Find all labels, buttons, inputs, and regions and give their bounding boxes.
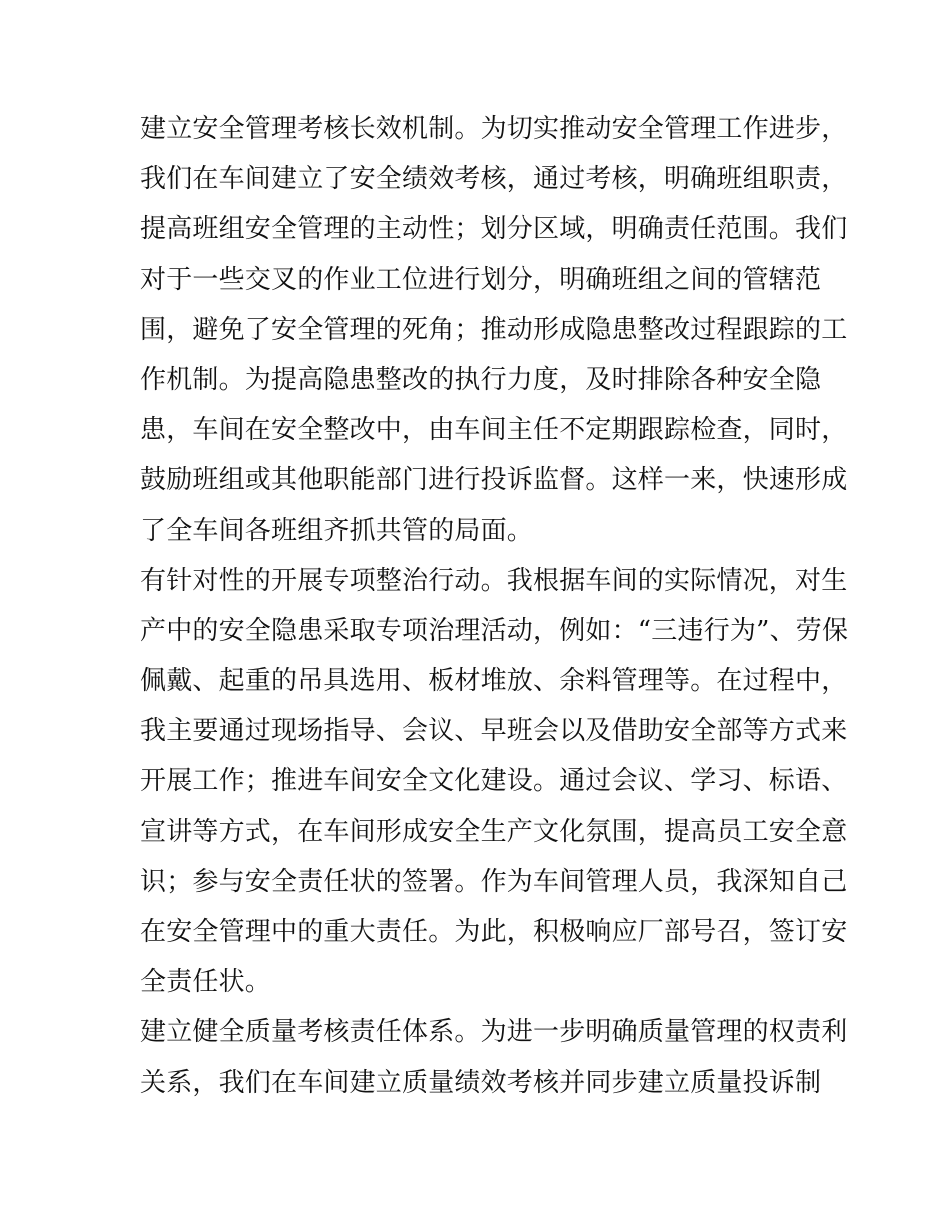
text-line: 佩戴、起重的吊具选用、板材堆放、余料管理等。在过程中，	[140, 666, 848, 697]
text-line: 了全车间各班组齐抓共管的局面。	[140, 515, 534, 546]
text-line: 在安全管理中的重大责任。为此，积极响应厂部号召，签订安	[140, 917, 848, 947]
text-line: 建立健全质量考核责任体系。为进一步明确质量管理的权责利	[140, 1017, 848, 1048]
text-line: 鼓励班组或其他职能部门进行投诉监督。这样一来，快速形成	[140, 465, 848, 496]
text-line: 建立安全管理考核长效机制。为切实推动安全管理工作进步，	[140, 114, 848, 144]
text-line: 我们在车间建立了安全绩效考核，通过考核，明确班组职责，	[140, 164, 848, 195]
text-line: 围，避免了安全管理的死角；推动形成隐患整改过程跟踪的工	[140, 314, 848, 345]
text-line: 患，车间在安全整改中，由车间主任不定期跟踪检查，同时，	[140, 415, 848, 446]
text-line: 宣讲等方式，在车间形成安全生产文化氛围，提高员工安全意	[140, 816, 848, 847]
text-line: 对于一些交叉的作业工位进行划分，明确班组之间的管辖范	[140, 264, 822, 295]
text-line: 关系，我们在车间建立质量绩效考核并同步建立质量投诉制	[140, 1067, 822, 1098]
text-line: 全责任状。	[140, 967, 272, 998]
text-line: 作机制。为提高隐患整改的执行力度，及时排除各种安全隐	[140, 364, 822, 395]
text-line: 提高班组安全管理的主动性；划分区域，明确责任范围。我们	[140, 214, 848, 245]
text-line: 开展工作；推进车间安全文化建设。通过会议、学习、标语、	[140, 766, 848, 797]
text-line: 识；参与安全责任状的签署。作为车间管理人员，我深知自己	[140, 866, 848, 897]
text-line: 产中的安全隐患采取专项治理活动，例如：“三违行为”、劳保	[140, 615, 849, 646]
text-line: 我主要通过现场指导、会议、早班会以及借助安全部等方式来	[140, 716, 848, 747]
body-text	[140, 104, 849, 1108]
text-line: 有针对性的开展专项整治行动。我根据车间的实际情况，对生	[140, 565, 848, 596]
